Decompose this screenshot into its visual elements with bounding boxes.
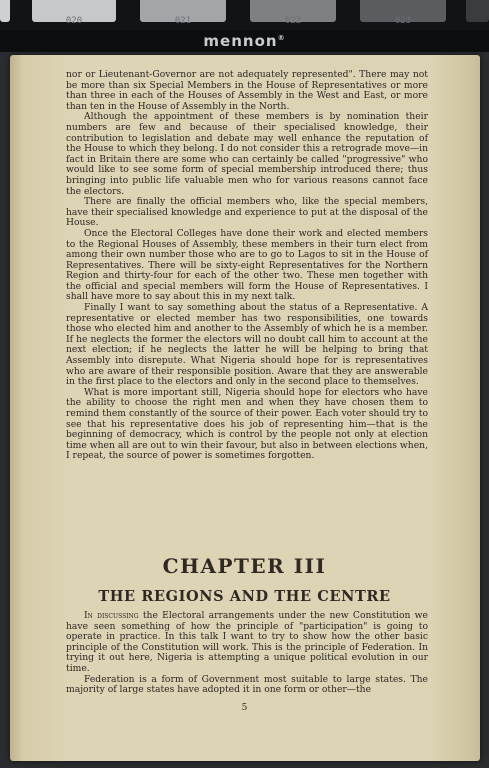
- scanner-brand-logo: mennon®: [203, 32, 286, 50]
- paragraph-text: the Electoral arrangements under the new Constitution we have seen something of how the principle of "participation" is going to operate in practice. In this talk I want to try to show how the other basic principle of the Constitution will work. This is the principle of Federation. In trying it out here, Nigeria is attempting a unique political evolution in our time.: [66, 610, 428, 674]
- paragraph: nor or Lieutenant-Governor are not adequately represented". There may not be more than six Special Members in the House of Representatives or more than three in each of the Houses of Assembly in the West and East, or more than ten in the House of Assembly in the North.: [66, 69, 428, 112]
- paragraph: Federation is a form of Government most suitable to large states. The majority of large states have adopted it in one form or other—the: [66, 673, 428, 696]
- paragraph: Finally I want to say something about the status of a Representative. A representative or elected member has two responsibilities, one towards those who elected him and another to the Assembly of which he is a member. If he neglects the former the electors will no doubt call him to account at the next election; if he neglects the latter he will be helping to bring that Assembly into disrepute. What Nigeria should hope for is representatives who are aware of their responsible position. Aware that they are answerable in the first place to the electors and only in the second place to themselves.: [66, 302, 428, 388]
- body-text-chapter: [66, 611, 428, 696]
- section-title: THE REGIONS AND THE CENTRE: [98, 588, 391, 605]
- body-text-top: [66, 70, 428, 462]
- scanner-color-strip: [0, 0, 489, 30]
- patch-label: 022: [284, 16, 302, 26]
- page-number: 5: [241, 703, 248, 713]
- paragraph: There are finally the official members who, like the special members, have their specialised knowledge and experience to put at the disposal of the House.: [66, 196, 428, 229]
- paragraph: What is more important still, Nigeria should hope for electors who have the ability to choose the right men and when they have chosen them to remind them constantly of the source of their power. Each voter should try to see that his representative does his job of representing him—that is the beginning of democracy, which is control by the people not only at election time when all are out to win their favour, but also in between elections when, I repeat, the source of power is sometimes forgotten.: [66, 386, 428, 462]
- color-patch: [466, 0, 489, 22]
- paragraph: Once the Electoral Colleges have done their work and elected members to the Regional Houses of Assembly, these members in their turn elect from among their own number those who are to go to Lagos to sit in the House of Representatives. There will be sixty-eight Representatives for the Northern Region and thirty-four for each of the other two. These men together with the official and special members will form the House of Representatives. I shall have more to say about this in my next talk.: [66, 227, 428, 303]
- paragraph: Although the appointment of these members is by nomination their numbers are few and because of their specialised knowledge, their contribution to legislation and debate may well enhance the reputation of the House to which they belong. I do not consider this a retrograde move—in fact in Britain there are some who can certainly be called "progressive" who would like to see some form of special membership introduced there; thus bringing into public life valuable men who for various reasons cannot face the electors.: [66, 111, 428, 197]
- color-patch: [0, 0, 10, 22]
- patch-label: 020: [65, 16, 83, 26]
- patch-label: 023: [394, 16, 412, 26]
- paragraph: [66, 611, 428, 675]
- lead-in: In discussing: [84, 610, 139, 621]
- patch-label: 021: [174, 16, 192, 26]
- chapter-title: CHAPTER III: [162, 554, 327, 578]
